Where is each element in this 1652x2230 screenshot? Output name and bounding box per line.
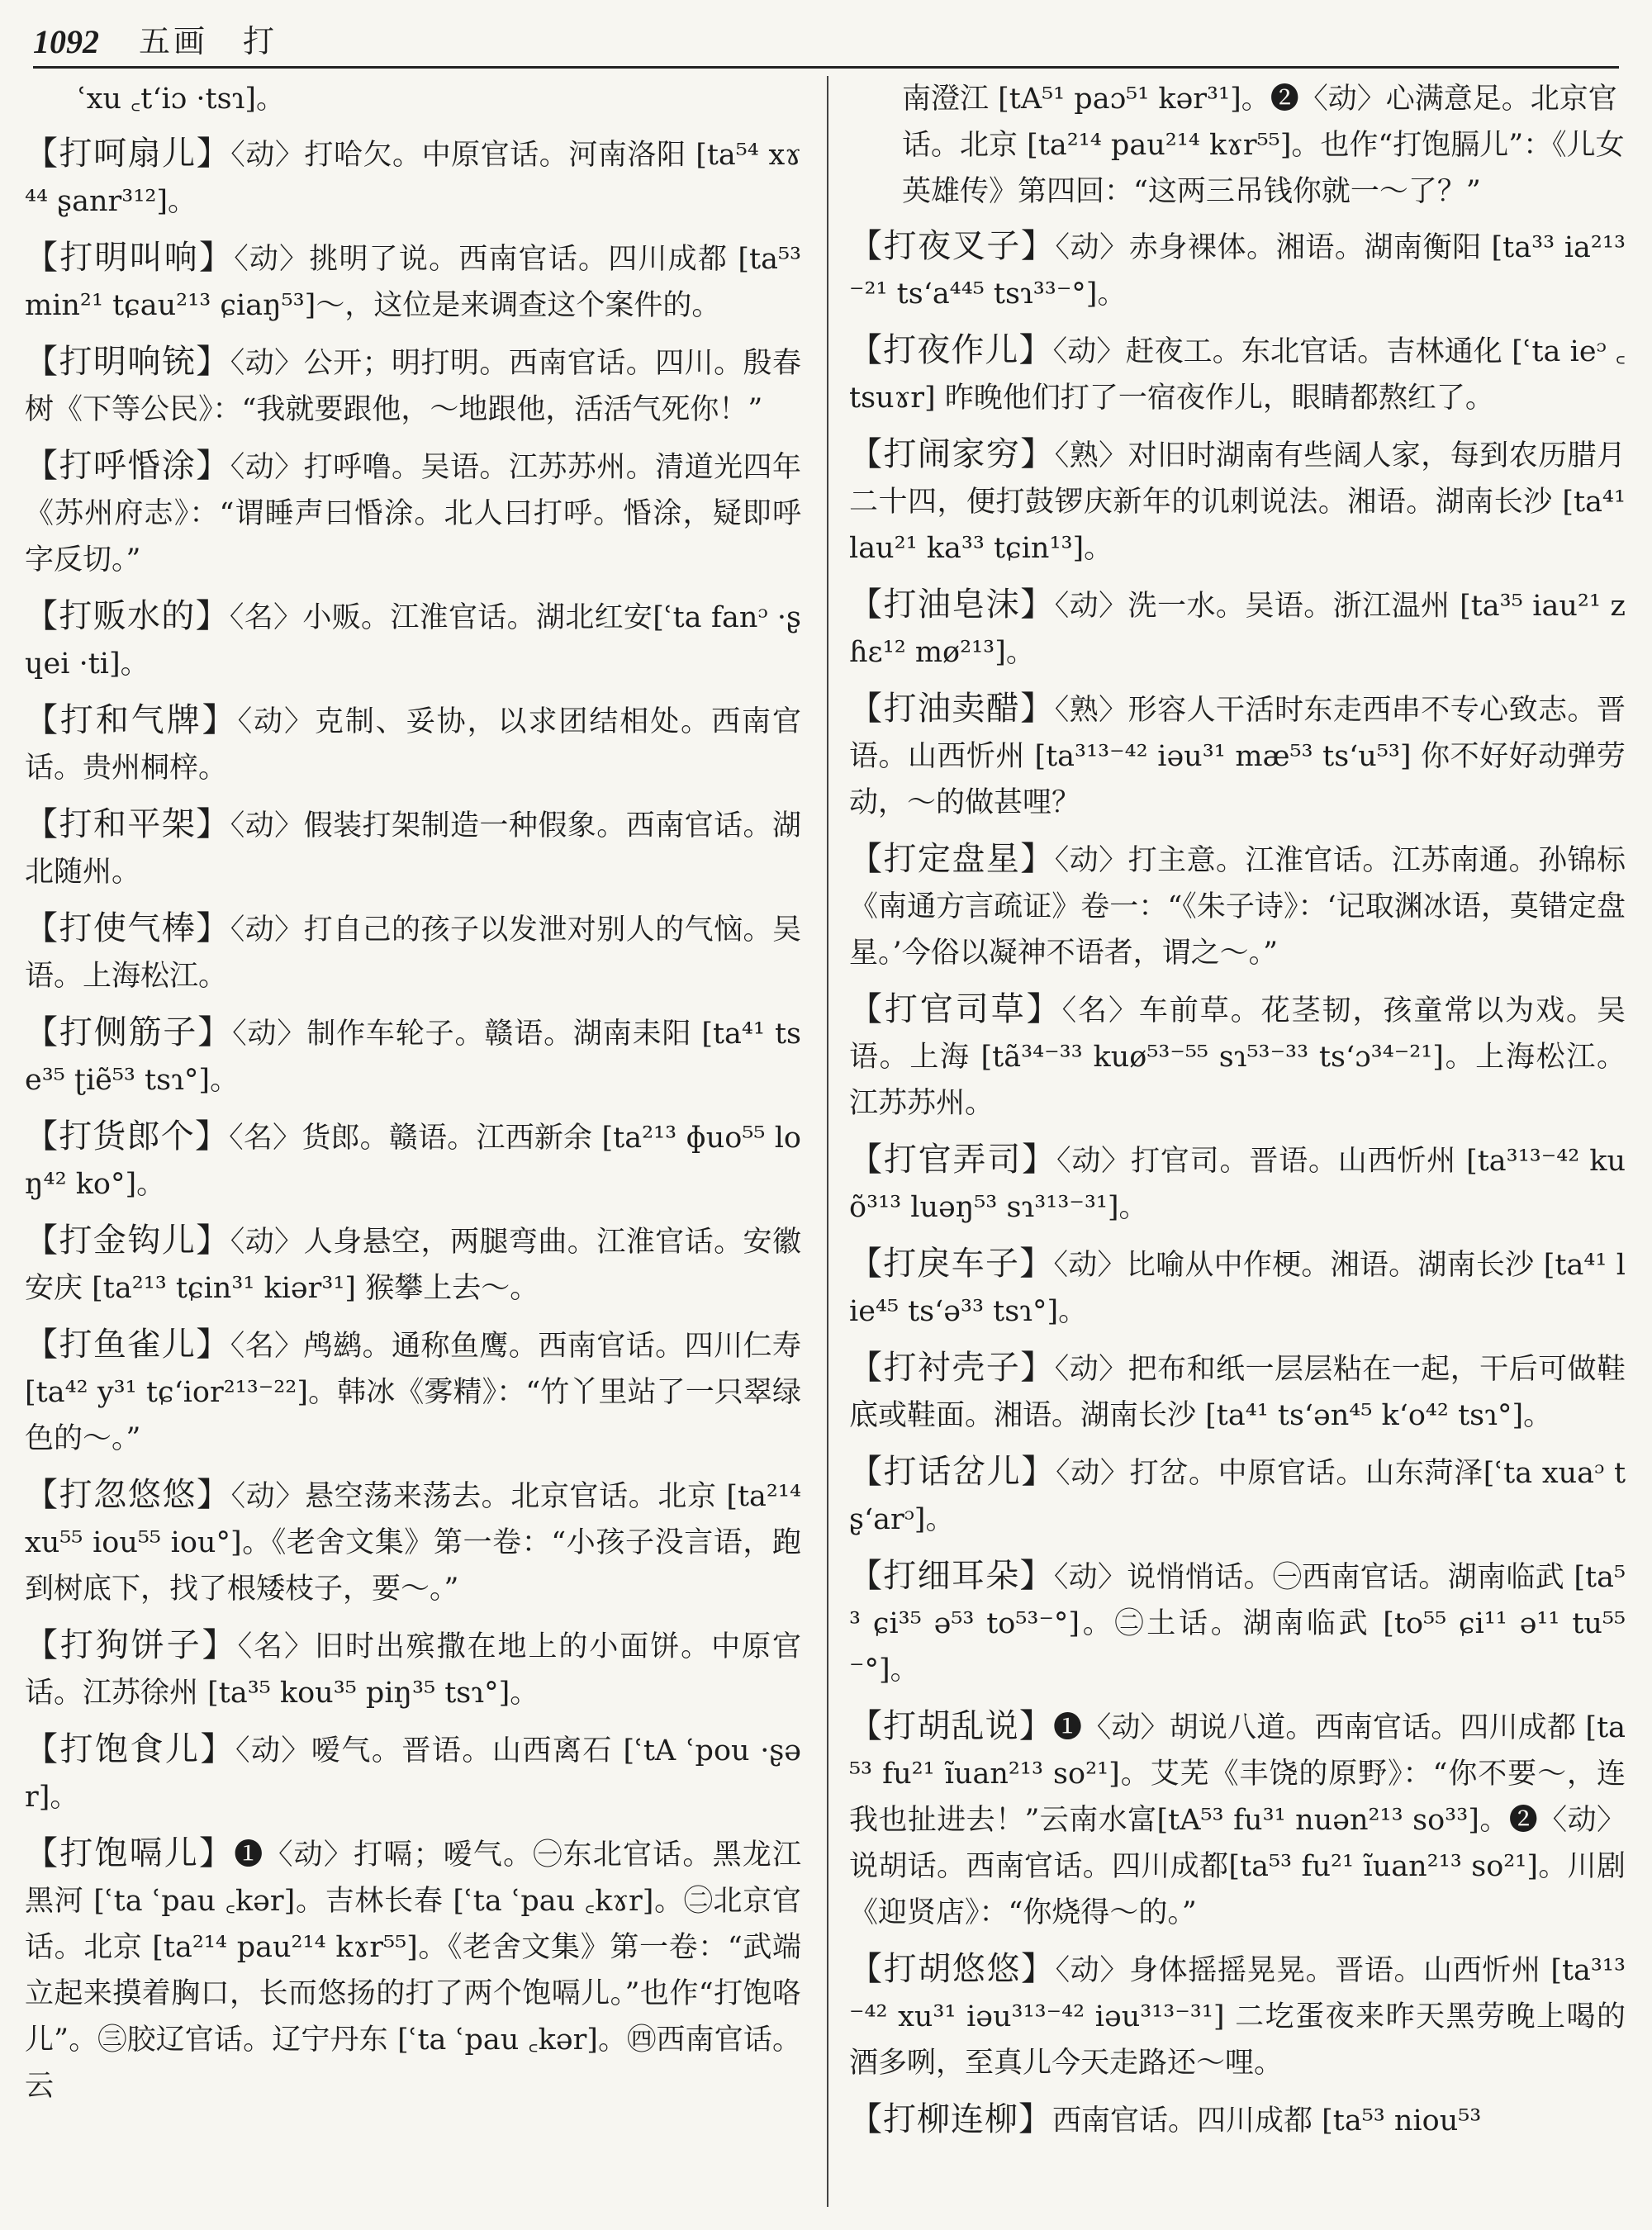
- entry-definition: 〈动〉打主意。江淮官话。江苏南通。孙锦标《南通方言疏证》卷一：“《朱子诗》：‘记取渊冰语，莫错定盘星。’今俗以凝神不语者，谓之～。”: [849, 844, 1626, 970]
- entry-definition: 〈动〉假装打架制造一种假象。西南官话。湖北随州。: [25, 809, 801, 889]
- dictionary-entry: [849, 1136, 1626, 1231]
- entry-headword: 【打侧筋子】: [25, 1013, 233, 1051]
- entry-headword: 【打官弄司】: [849, 1141, 1056, 1179]
- dictionary-entry: [25, 801, 801, 895]
- right-column: [849, 76, 1626, 2215]
- entry-definition: 〈名〉车前草。花茎韧，孩童常以为戏。吴语。上海 [tã³⁴⁻³³ kuø⁵³⁻⁵⁵ sɿ⁵³⁻³³ ts‘ɔ³⁴⁻²¹]。上海松江。江苏苏州。: [849, 994, 1626, 1120]
- dictionary-entry: [25, 1009, 801, 1103]
- entry-headword: 【打细耳朵】: [849, 1557, 1054, 1595]
- entry-definition: 〈动〉打岔。中原官话。山东菏泽[ʿta xuaᵓ tʂ‘arᵓ]。: [849, 1457, 1626, 1536]
- column-divider: [827, 76, 828, 2207]
- dictionary-entry: [849, 986, 1626, 1127]
- entry-definition: 〈动〉打呼噜。吴语。江苏苏州。清道光四年《苏州府志》：“谓睡声曰惛涂。北人曰打呼。惛涂，疑即呼字反切。”: [25, 451, 801, 576]
- dictionary-entry: [849, 1946, 1626, 2086]
- entry-definition: 〈动〉打官司。晋语。山西忻州 [ta³¹³⁻⁴² kuõ³¹³ luəŋ⁵³ sɿ³¹³⁻³¹]。: [849, 1145, 1626, 1224]
- entry-headword: 【打胡乱说】: [849, 1707, 1054, 1745]
- dictionary-entry: [849, 686, 1626, 826]
- dictionary-entry: [25, 235, 801, 329]
- entry-headword: 【打胡悠悠】: [849, 1950, 1056, 1988]
- dictionary-entry: [25, 339, 801, 433]
- entry-headword: 【打狗饼子】: [25, 1626, 238, 1664]
- dictionary-entry: [849, 1553, 1626, 1693]
- entry-definition: 〈动〉打自己的孩子以发泄对别人的气恼。吴语。上海松江。: [25, 913, 801, 993]
- dictionary-entry: [25, 1472, 801, 1612]
- entry-headword: 【打和气牌】: [25, 701, 238, 739]
- entry-headword: 【打衬壳子】: [849, 1349, 1055, 1387]
- entry-definition: 〈动〉身体摇摇晃晃。晋语。山西忻州 [ta³¹³⁻⁴² xu³¹ iəu³¹³⁻⁴² iəu³¹³⁻³¹] 二圪蛋夜来昨天黑劳晚上喝的酒多咧，至真儿今天走路还～哩。: [849, 1954, 1626, 2080]
- dictionary-entry: [25, 1830, 801, 2109]
- entry-headword: 【打使气棒】: [25, 909, 230, 947]
- entry-headword: 【打话岔儿】: [849, 1453, 1056, 1491]
- entry-definition: 〈动〉比喻从中作梗。湘语。湖南长沙 [ta⁴¹ lie⁴⁵ ts‘ə³³ tsɿ°]。: [849, 1249, 1626, 1328]
- dictionary-entry: [849, 223, 1626, 317]
- entry-definition: 〈动〉挑明了说。西南官话。四川成都 [ta⁵³ min²¹ tɕau²¹³ ɕiaŋ⁵³]～，这位是来调查这个案件的。: [25, 243, 801, 322]
- continuation-text: 南澄江 [tA⁵¹ paɔ⁵¹ kər³¹]。❷〈动〉心满意足。北京官话。北京 [ta²¹⁴ pau²¹⁴ kɤr⁵⁵]。也作“打饱膈儿”：《儿女英雄传》第四回：“这两三吊钱你就一～了？”: [902, 83, 1625, 208]
- entry-headword: 【打呼惛涂】: [25, 447, 230, 485]
- running-head: 五画 打: [139, 23, 278, 59]
- entry-headword: 【打饱食儿】: [25, 1730, 235, 1768]
- entry-definition: 〈动〉嗳气。晋语。山西离石 [ʿtA ʿpou ·ʂər]。: [25, 1734, 801, 1814]
- entry-headword: 【打定盘星】: [849, 840, 1055, 878]
- entry-headword: 【打官司草】: [849, 990, 1062, 1028]
- entry-headword: 【打夜叉子】: [849, 227, 1056, 265]
- entry-definition: 西南官话。四川成都 [ta⁵³ niou⁵³: [1052, 2104, 1482, 2137]
- entry-definition: 〈动〉打哈欠。中原官话。河南洛阳 [ta⁵⁴ xɤ⁴⁴ ʂanr³¹²]。: [25, 139, 801, 218]
- entry-headword: 【打贩水的】: [25, 597, 230, 635]
- entry-definition: ❶〈动〉打嗝；嗳气。㊀东北官话。黑龙江黑河 [ʿta ʿpau ꜀kər]。吉林长春 [ʿta ʿpau ꜀kɤr]。㊁北京官话。北京 [ta²¹⁴ pau²¹⁴ kɤr⁵⁵]。《老舍文集》第一卷：“武端立起来摸着胸口，长而悠扬的打了两个饱嗝儿。”也作“打饱咯儿”。㊂胶辽官话。辽宁丹东 [ʿta ʿpau ꜀kər]。㊃西南官话。云: [25, 1839, 801, 2103]
- entry-headword: 【打鱼雀儿】: [25, 1326, 230, 1364]
- entry-headword: 【打闹家穷】: [849, 435, 1055, 473]
- entry-headword: 【打夜作儿】: [849, 331, 1053, 369]
- entry-definition: 〈动〉说悄悄话。㊀西南官话。湖南临武 [ta⁵³ ɕi³⁵ ə⁵³ to⁵³⁻°]。㊁土话。湖南临武 [to⁵⁵ ɕi¹¹ ə¹¹ tu⁵⁵⁻°]。: [849, 1561, 1626, 1687]
- entry-definition: ❶〈动〉胡说八道。西南官话。四川成都 [ta⁵³ fu²¹ ĩuan²¹³ so²¹]。艾芜《丰饶的原野》：“你不要～，连我也扯进去！”云南水富[tA⁵³ fu³¹ nuən²¹³ so³³]。❷〈动〉说胡话。西南官话。四川成都[ta⁵³ fu²¹ ĩuan²¹³ so²¹]。川剧《迎贤店》：“你烧得～的。”: [849, 1711, 1626, 1929]
- dictionary-entry: [25, 1217, 801, 1312]
- entry-definition: 〈动〉洗一水。吴语。浙江温州 [ta³⁵ iau²¹ zɦɛ¹² mø²¹³]。: [849, 590, 1626, 669]
- entry-definition: 〈动〉把布和纸一层层粘在一起，干后可做鞋底或鞋面。湘语。湖南长沙 [ta⁴¹ ts‘ən⁴⁵ k‘o⁴² tsɿ°]。: [849, 1353, 1626, 1432]
- left-column: [25, 76, 801, 2215]
- entry-headword: 【打金钩儿】: [25, 1222, 230, 1260]
- entry-definition: 〈动〉公开；明打明。西南官话。四川。殷春树《下等公民》：“我就要跟他，～地跟他，活活气死你！”: [25, 347, 801, 426]
- dictionary-entry: [25, 1726, 801, 1820]
- dictionary-entry: [25, 1321, 801, 1462]
- entry-headword: 【打饱嗝儿】: [25, 1834, 235, 1872]
- dictionary-entry: [849, 1703, 1626, 1936]
- entry-definition: 〈动〉赶夜工。东北官话。吉林通化 [ʿta ieᵓ ꜀tsuɤr] 昨晚他们打了一宿夜作儿，眼睛都熬红了。: [849, 335, 1626, 415]
- dictionary-entry: [25, 1622, 801, 1716]
- dictionary-entry: [25, 593, 801, 687]
- entry-headword: 【打货郎个】: [25, 1117, 230, 1155]
- entry-headword: 【打戾车子】: [849, 1245, 1054, 1283]
- entry-headword: 【打和平架】: [25, 805, 230, 843]
- dictionary-entry: [849, 2096, 1626, 2144]
- dictionary-entry: [25, 443, 801, 583]
- dictionary-entry: [849, 431, 1626, 572]
- entry-headword: 【打明叫响】: [25, 239, 235, 277]
- entry-definition: 〈熟〉对旧时湖南有些阔人家，每到农历腊月二十四，便打鼓锣庆新年的讥刺说法。湘语。湖南长沙 [ta⁴¹ lau²¹ ka³³ tɕin¹³]。: [849, 439, 1626, 565]
- dictionary-entry: [849, 327, 1626, 421]
- dictionary-entry: [849, 1345, 1626, 1439]
- entry-headword: 【打油皂沫】: [849, 586, 1055, 624]
- dictionary-entry: [25, 130, 801, 225]
- page-number: 1092: [33, 23, 99, 60]
- entry-definition: 〈名〉货郎。赣语。江西新余 [ta²¹³ ɸuo⁵⁵ loŋ⁴² ko°]。: [25, 1122, 801, 1201]
- page-header: [33, 18, 1619, 69]
- entry-definition: 〈名〉小贩。江淮官话。湖北红安[ʿta fanᵓ ·ʂɥei ·ti]。: [25, 601, 801, 681]
- continuation-text: ʿxu ꜀t‘iɔ ·tsɿ]。: [78, 83, 286, 116]
- entry-definition: 〈动〉克制、妥协，以求团结相处。西南官话。贵州桐梓。: [25, 705, 801, 785]
- entry-definition: 〈熟〉形容人干活时东走西串不专心致志。晋语。山西忻州 [ta³¹³⁻⁴² iəu³¹ mæ⁵³ ts‘u⁵³] 你不好好动弹劳动，～的做甚哩？: [849, 694, 1626, 819]
- entry-definition: 〈名〉旧时出殡撒在地上的小面饼。中原官话。江苏徐州 [ta³⁵ kou³⁵ piŋ³⁵ tsɿ°]。: [25, 1630, 801, 1710]
- entry-definition: 〈名〉鸬鹚。通称鱼鹰。西南官话。四川仁寿 [ta⁴² y³¹ tɕ‘ior²¹³⁻²²]。韩冰《雾精》：“竹丫里站了一只翠绿色的～。”: [25, 1330, 801, 1455]
- entry-definition: 〈动〉赤身裸体。湘语。湖南衡阳 [ta³³ ia²¹³⁻²¹ ts‘a⁴⁴⁵ tsɿ³³⁻°]。: [849, 231, 1626, 311]
- dictionary-entry: [849, 1449, 1626, 1543]
- dictionary-entry: [25, 1113, 801, 1208]
- entry-definition: 〈动〉制作车轮子。赣语。湖南耒阳 [ta⁴¹ tse³⁵ ʈiẽ⁵³ tsɿ°]。: [25, 1018, 801, 1097]
- entry-headword: 【打柳连柳】: [849, 2100, 1052, 2138]
- dictionary-entry: [849, 581, 1626, 676]
- dictionary-entry: [25, 905, 801, 999]
- entry-headword: 【打呵扇儿】: [25, 135, 231, 173]
- entry-headword: 【打明响铳】: [25, 343, 230, 381]
- entry-definition: 〈动〉人身悬空，两腿弯曲。江淮官话。安徽安庆 [ta²¹³ tɕin³¹ kiər³¹] 猴攀上去～。: [25, 1226, 801, 1305]
- entry-headword: 【打油卖醋】: [849, 690, 1055, 728]
- entry-headword: 【打忽悠悠】: [25, 1476, 231, 1514]
- dictionary-entry: [25, 697, 801, 791]
- dictionary-entry: [849, 836, 1626, 976]
- entry-definition: 〈动〉悬空荡来荡去。北京官话。北京 [ta²¹⁴ xu⁵⁵ iou⁵⁵ iou°]。《老舍文集》第一卷：“小孩子没言语，跑到树底下，找了根矮枝子，要～。”: [25, 1480, 801, 1606]
- dictionary-entry: [849, 1241, 1626, 1335]
